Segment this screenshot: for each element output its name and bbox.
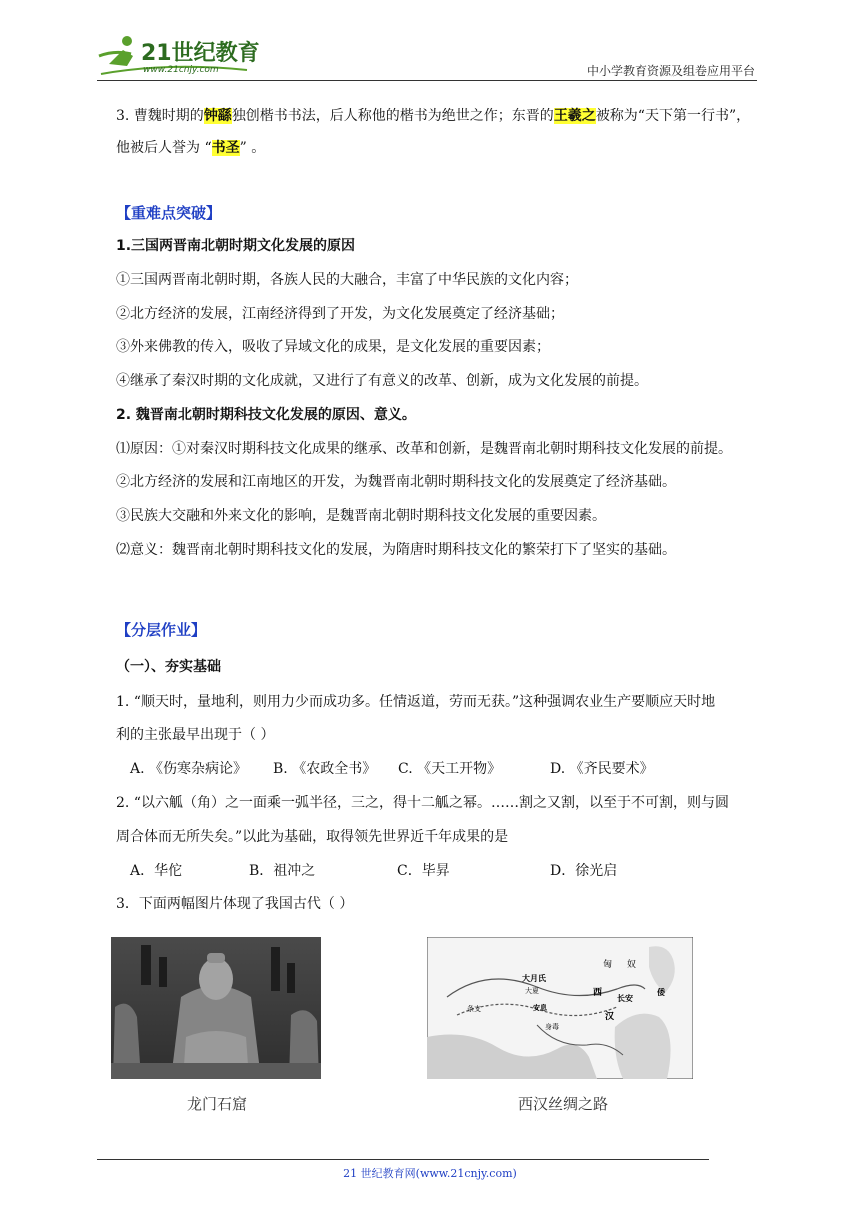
tech-item: ③民族大交融和外来文化的影响，是魏晋南北朝时期科技文化发展的重要因素。 <box>116 508 606 524</box>
highlight-zhongyao: 钟繇 <box>203 108 232 124</box>
footer-text: 21 世纪教育网(www.21cnjy.com) <box>343 1167 517 1180</box>
reason-item: ②北方经济的发展，江南经济得到了开发，为文化发展奠定了经济基础； <box>116 306 564 322</box>
footer-divider <box>97 1159 709 1160</box>
intro-text: 3. 曹魏时期的 <box>116 108 204 124</box>
map-label: 西 <box>593 988 603 998</box>
intro-text: 他被后人誉为 “ <box>116 140 212 156</box>
q1-option-d[interactable]: D. 《齐民要术》 <box>550 761 654 777</box>
tech-item: ⑴原因：①对秦汉时期科技文化成果的继承、改革和创新，是魏晋南北朝时期科技文化发展的前提。 <box>116 441 732 457</box>
q1-option-b[interactable]: B. 《农政全书》 <box>273 761 377 777</box>
question-1-line-2: 利的主张最早出现于（ ） <box>116 727 275 743</box>
subheading-reasons: 1.三国两晋南北朝时期文化发展的原因 <box>116 238 356 254</box>
map-label: 大月氏 <box>522 973 546 983</box>
logo-text: 21世纪教育 <box>141 41 260 66</box>
page-header <box>97 28 757 82</box>
question-2-line-1: 2. “以六觚（角）之一面乘一弧半径，三之，得十二觚之幂。……割之又割，以至于不可割，则与圆 <box>116 795 729 811</box>
platform-name: 中小学教育资源及组卷应用平台 <box>586 64 755 78</box>
map-label: 奴 <box>627 960 637 970</box>
reason-item: ③外来佛教的传入，吸收了异域文化的成果，是文化发展的重要因素； <box>116 339 550 355</box>
reason-item: ①三国两晋南北朝时期，各族人民的大融合，丰富了中华民族的文化内容； <box>116 272 578 288</box>
q2-option-c[interactable]: C．毕昇 <box>397 863 450 879</box>
q2-option-b[interactable]: B．祖冲之 <box>249 863 316 879</box>
tech-item: ②北方经济的发展和江南地区的开发，为魏晋南北朝时期科技文化的发展奠定了经济基础。 <box>116 474 676 490</box>
subheading-tech-culture: 2. 魏晋南北朝时期科技文化发展的原因、意义。 <box>116 407 416 423</box>
longmen-grottoes-image <box>111 937 321 1079</box>
map-label: 汉 <box>605 1012 615 1022</box>
question-1-line-1: 1. “顺天时，量地利，则用力少而成功多。任情返道，劳而无获。”这种强调农业生产要顺应天时地 <box>116 694 716 710</box>
map-label: 条支 <box>467 1005 481 1013</box>
header-divider <box>97 80 757 81</box>
caption-longmen: 龙门石窟 <box>187 1095 248 1113</box>
intro-paragraph-line-1 <box>116 106 750 126</box>
highlight-wangxizhi: 王羲之 <box>553 108 596 124</box>
question-3: 3．下面两幅图片体现了我国古代（ ） <box>116 896 354 912</box>
question-2-line-2: 周合体而无所失矣。”以此为基础，取得领先世界近千年成果的是 <box>116 829 509 845</box>
map-label: 倭 <box>657 987 665 997</box>
q1-option-c[interactable]: C. 《天工开物》 <box>398 761 502 777</box>
map-label: 大夏 <box>525 987 539 995</box>
highlight-shusheng: 书圣 <box>211 140 240 156</box>
section-title-homework: 【分层作业】 <box>116 621 207 639</box>
intro-text: 独创楷书书法，后人称他的楷书为绝世之作；东晋的 <box>231 108 554 124</box>
q1-option-a[interactable]: A. 《伤寒杂病论》 <box>130 761 248 777</box>
intro-text: 被称为“天下第一行书”， <box>595 108 751 124</box>
map-label: 安息 <box>533 1003 547 1012</box>
map-label: 长安 <box>617 993 633 1003</box>
silk-road-map-image <box>427 937 693 1079</box>
site-logo <box>97 34 317 76</box>
q2-option-a[interactable]: A．华佗 <box>130 863 183 879</box>
intro-paragraph-line-2 <box>116 138 265 158</box>
section-title-key-points: 【重难点突破】 <box>116 204 222 222</box>
logo-url: www.21cnjy.com <box>143 65 219 75</box>
intro-text: ” 。 <box>239 140 266 156</box>
reason-item: ④继承了秦汉时期的文化成就，又进行了有意义的改革、创新，成为文化发展的前提。 <box>116 373 648 389</box>
caption-silk-road: 西汉丝绸之路 <box>518 1095 609 1113</box>
map-label: 身毒 <box>545 1023 559 1031</box>
subheading-basics: （一）、夯实基础 <box>116 659 221 675</box>
q2-option-d[interactable]: D．徐光启 <box>550 863 618 879</box>
tech-item: ⑵意义：魏晋南北朝时期科技文化的发展，为隋唐时期科技文化的繁荣打下了坚实的基础。 <box>116 542 676 558</box>
map-label: 匈 <box>603 960 613 970</box>
